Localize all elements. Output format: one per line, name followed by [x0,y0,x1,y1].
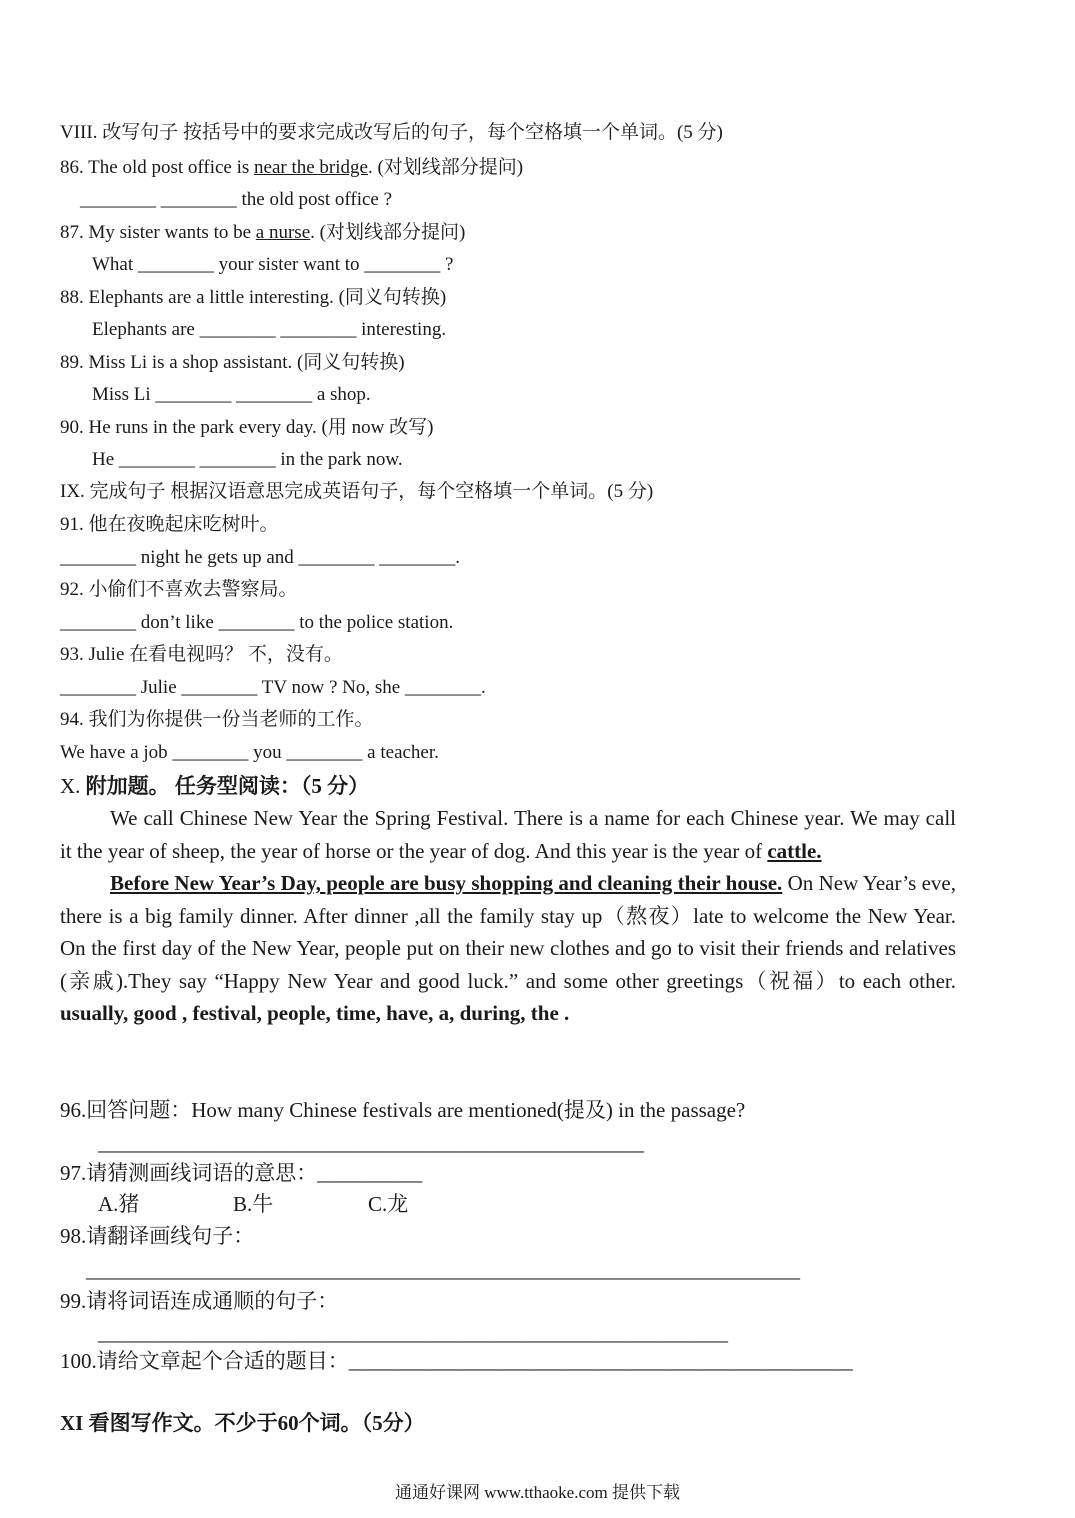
question-98: 98.请翻译画线句子： [60,1224,255,1248]
q89-answer: Miss Li ________ ________ a shop. [92,384,371,405]
q87-answer: What ________ your sister want to ________ ? [92,254,454,275]
question-96: 96.回答问题：How many Chinese festivals are mentioned(提及) in the passage? [60,1098,746,1122]
section-xi-title: XI 看图写作文。不少于60个词。（5分） [60,1411,425,1435]
passage-paragraph-2 [60,867,956,1030]
q93-answer: ________ Julie ________ TV now ? No, she ________. [60,677,486,698]
word-list: usually, good , festival, people, time, have, a, during, the . [60,1001,570,1025]
q94-answer: We have a job ________ you ________ a teacher. [60,742,439,763]
q86-answer: ________ ________ the old post office ? [80,189,393,210]
question-90: 90. He runs in the park every day. (用 now 改写) [60,417,434,438]
question-87 [60,221,465,245]
q92-answer: ________ don’t like ________ to the police station. [60,612,454,633]
question-86 [60,156,523,180]
section-x-title [60,771,369,801]
q87-underlined: a nurse [255,222,311,243]
question-92: 92. 小偷们不喜欢去警察局。 [60,579,298,600]
question-88: 88. Elephants are a little interesting. (同义句转换) [60,287,447,308]
q91-answer: ________ night he gets up and ________ ________. [60,547,461,568]
question-99: 99.请将词语连成通顺的句子： [60,1289,339,1313]
q99-answer-line: ____________________________________________________________ [98,1321,728,1345]
question-93: 93. Julie 在看电视吗？ 不，没有。 [60,644,343,665]
reading-passage [60,802,956,1030]
q87-text: 87. My sister wants to be [60,222,256,243]
q98-answer-line: ____________________________________________________________________ [86,1258,800,1282]
question-91: 91. 他在夜晚起床吃树叶。 [60,514,279,535]
q86-text: 86. The old post office is [60,157,255,178]
question-100: 100.请给文章起个合适的题目：________________________________________________ [60,1349,853,1373]
question-94: 94. 我们为你提供一份当老师的工作。 [60,709,374,730]
paragraph-2-text: On New Year’s eve, there is a big family dinner. After dinner ,all the family stay up（熬夜）late to welcome the New Year. On the first day of the New Year, people put on their new clothes and go to visit their friends and relatives (亲戚).They say “Happy New Year and good luck.” and some other greetings（祝福）to each other. [60,871,956,993]
section-viii-title: VIII. 改写句子 按括号中的要求完成改写后的句子，每个空格填一个单词。(5 分) [60,122,723,143]
q87-instruction: . (对划线部分提问) [310,222,466,243]
option-a: A.猪 [98,1192,140,1216]
question-97: 97.请猜测画线词语的意思：__________ [60,1161,423,1185]
q96-answer-line: ____________________________________________________ [98,1131,644,1155]
q88-answer: Elephants are ________ ________ interesting. [92,319,447,340]
paragraph-1-text: We call Chinese New Year the Spring Festival. There is a name for each Chinese year. We may call it the year of sheep, the year of horse or the year of dog. And this year is the year of [60,806,956,863]
q90-answer: He ________ ________ in the park now. [92,449,403,470]
question-89: 89. Miss Li is a shop assistant. (同义句转换) [60,352,405,373]
passage-paragraph-1 [60,802,956,867]
q86-underlined: near the bridge [254,157,368,178]
section-ix-title: IX. 完成句子 根据汉语意思完成英语句子，每个空格填一个单词。(5 分) [60,481,654,502]
section-x-number: X. [60,774,86,798]
page-footer: 通通好课网 www.tthaoke.com 提供下载 [394,1483,681,1502]
option-c: C.龙 [368,1192,409,1216]
underlined-word-cattle: cattle. [767,838,822,863]
option-b: B.牛 [233,1192,274,1216]
underlined-sentence: Before New Year’s Day, people are busy shopping and cleaning their house. [110,871,783,895]
q86-instruction: . (对划线部分提问) [367,157,524,178]
section-x-heading: 附加题。 任务型阅读：（5 分） [85,774,370,798]
q97-options [98,1189,503,1219]
